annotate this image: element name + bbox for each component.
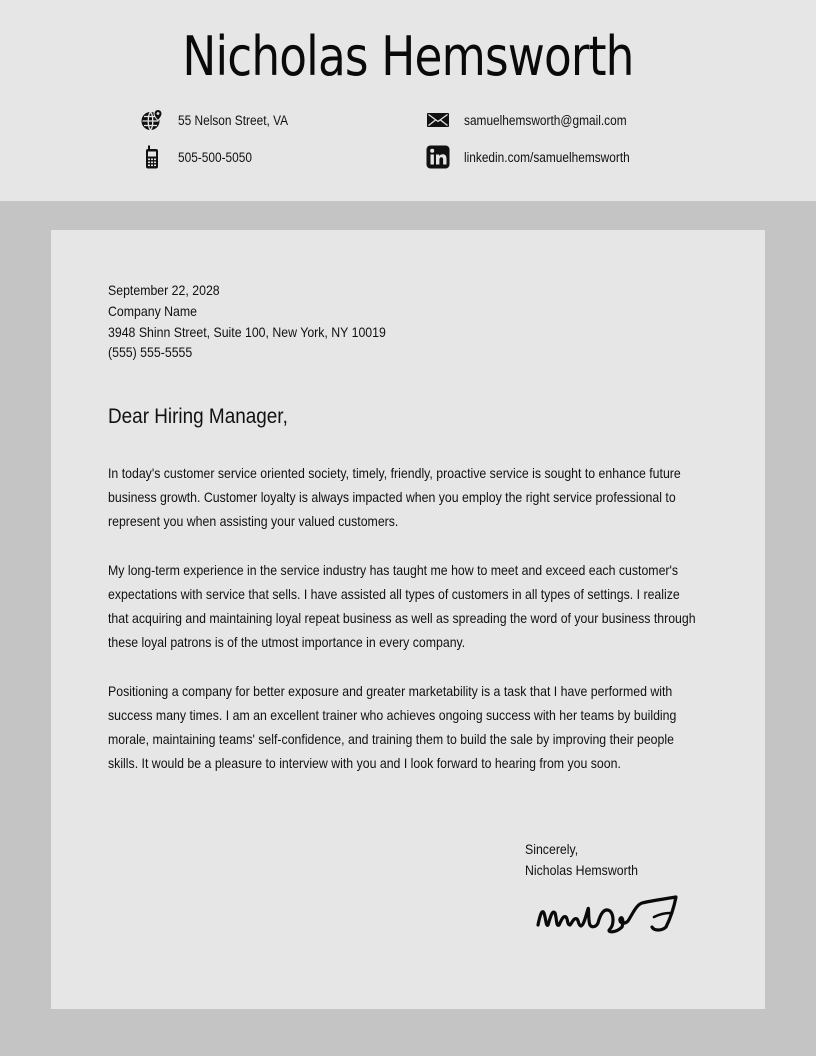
- contact-address: [140, 108, 303, 132]
- contact-email: [426, 108, 649, 132]
- mobile-phone-icon: [140, 145, 164, 169]
- handwritten-signature: [534, 891, 684, 941]
- recipient-block: [108, 280, 566, 363]
- linkedin-link[interactable]: linkedin.com/samuelhemsworth: [464, 149, 630, 165]
- globe-pin-icon: [140, 108, 164, 132]
- linkedin-icon: [426, 145, 450, 169]
- address-text: 55 Nelson Street, VA: [178, 112, 289, 128]
- envelope-icon: [426, 108, 450, 132]
- recipient-address: 3948 Shinn Street, Suite 100, New York, NY 10019: [108, 323, 386, 340]
- recipient-company: Company Name: [108, 302, 198, 319]
- email-link[interactable]: samuelhemsworth@gmail.com: [464, 112, 627, 128]
- closing-block: [525, 839, 719, 881]
- contact-linkedin: [426, 145, 652, 169]
- letterhead: [0, 0, 816, 201]
- paragraph-1: In today's customer service oriented society, timely, friendly, proactive service is sought to enhance future business growth. Customer loyalty is always impacted when you employ the right service professional to represent you when assisting your valued customers.: [108, 465, 681, 529]
- paragraph-2: My long-term experience in the service industry has taught me how to meet and exceed each customer's expectations with service that sells. I have assisted all types of customers in all types of settings. I realize that acquiring and maintaining loyal repeat business as well as spreading the word of your business through these loyal patrons is of the utmost importance in every company.: [108, 562, 696, 650]
- contact-phone: [140, 145, 262, 169]
- signer-name: Nicholas Hemsworth: [525, 862, 638, 878]
- letter-body: [51, 230, 765, 1009]
- greeting: Dear Hiring Manager,: [108, 404, 288, 428]
- sender-name: Nicholas Hemsworth: [182, 25, 634, 88]
- letter-date: September 22, 2028: [108, 282, 220, 298]
- closing-text: Sincerely,: [525, 841, 579, 857]
- paragraph-3: Positioning a company for better exposure and greater marketability is a task that I have performed with success many times. I am an excellent trainer who achieves ongoing success with her teams by building morale, maintaining teams' self-confidence, and training them to build the sale by improving their people skills. It would be a pleasure to interview with you and I look forward to hearing from you soon.: [108, 683, 677, 771]
- recipient-phone: (555) 555-5555: [108, 344, 193, 361]
- phone-text: 505-500-5050: [178, 149, 252, 165]
